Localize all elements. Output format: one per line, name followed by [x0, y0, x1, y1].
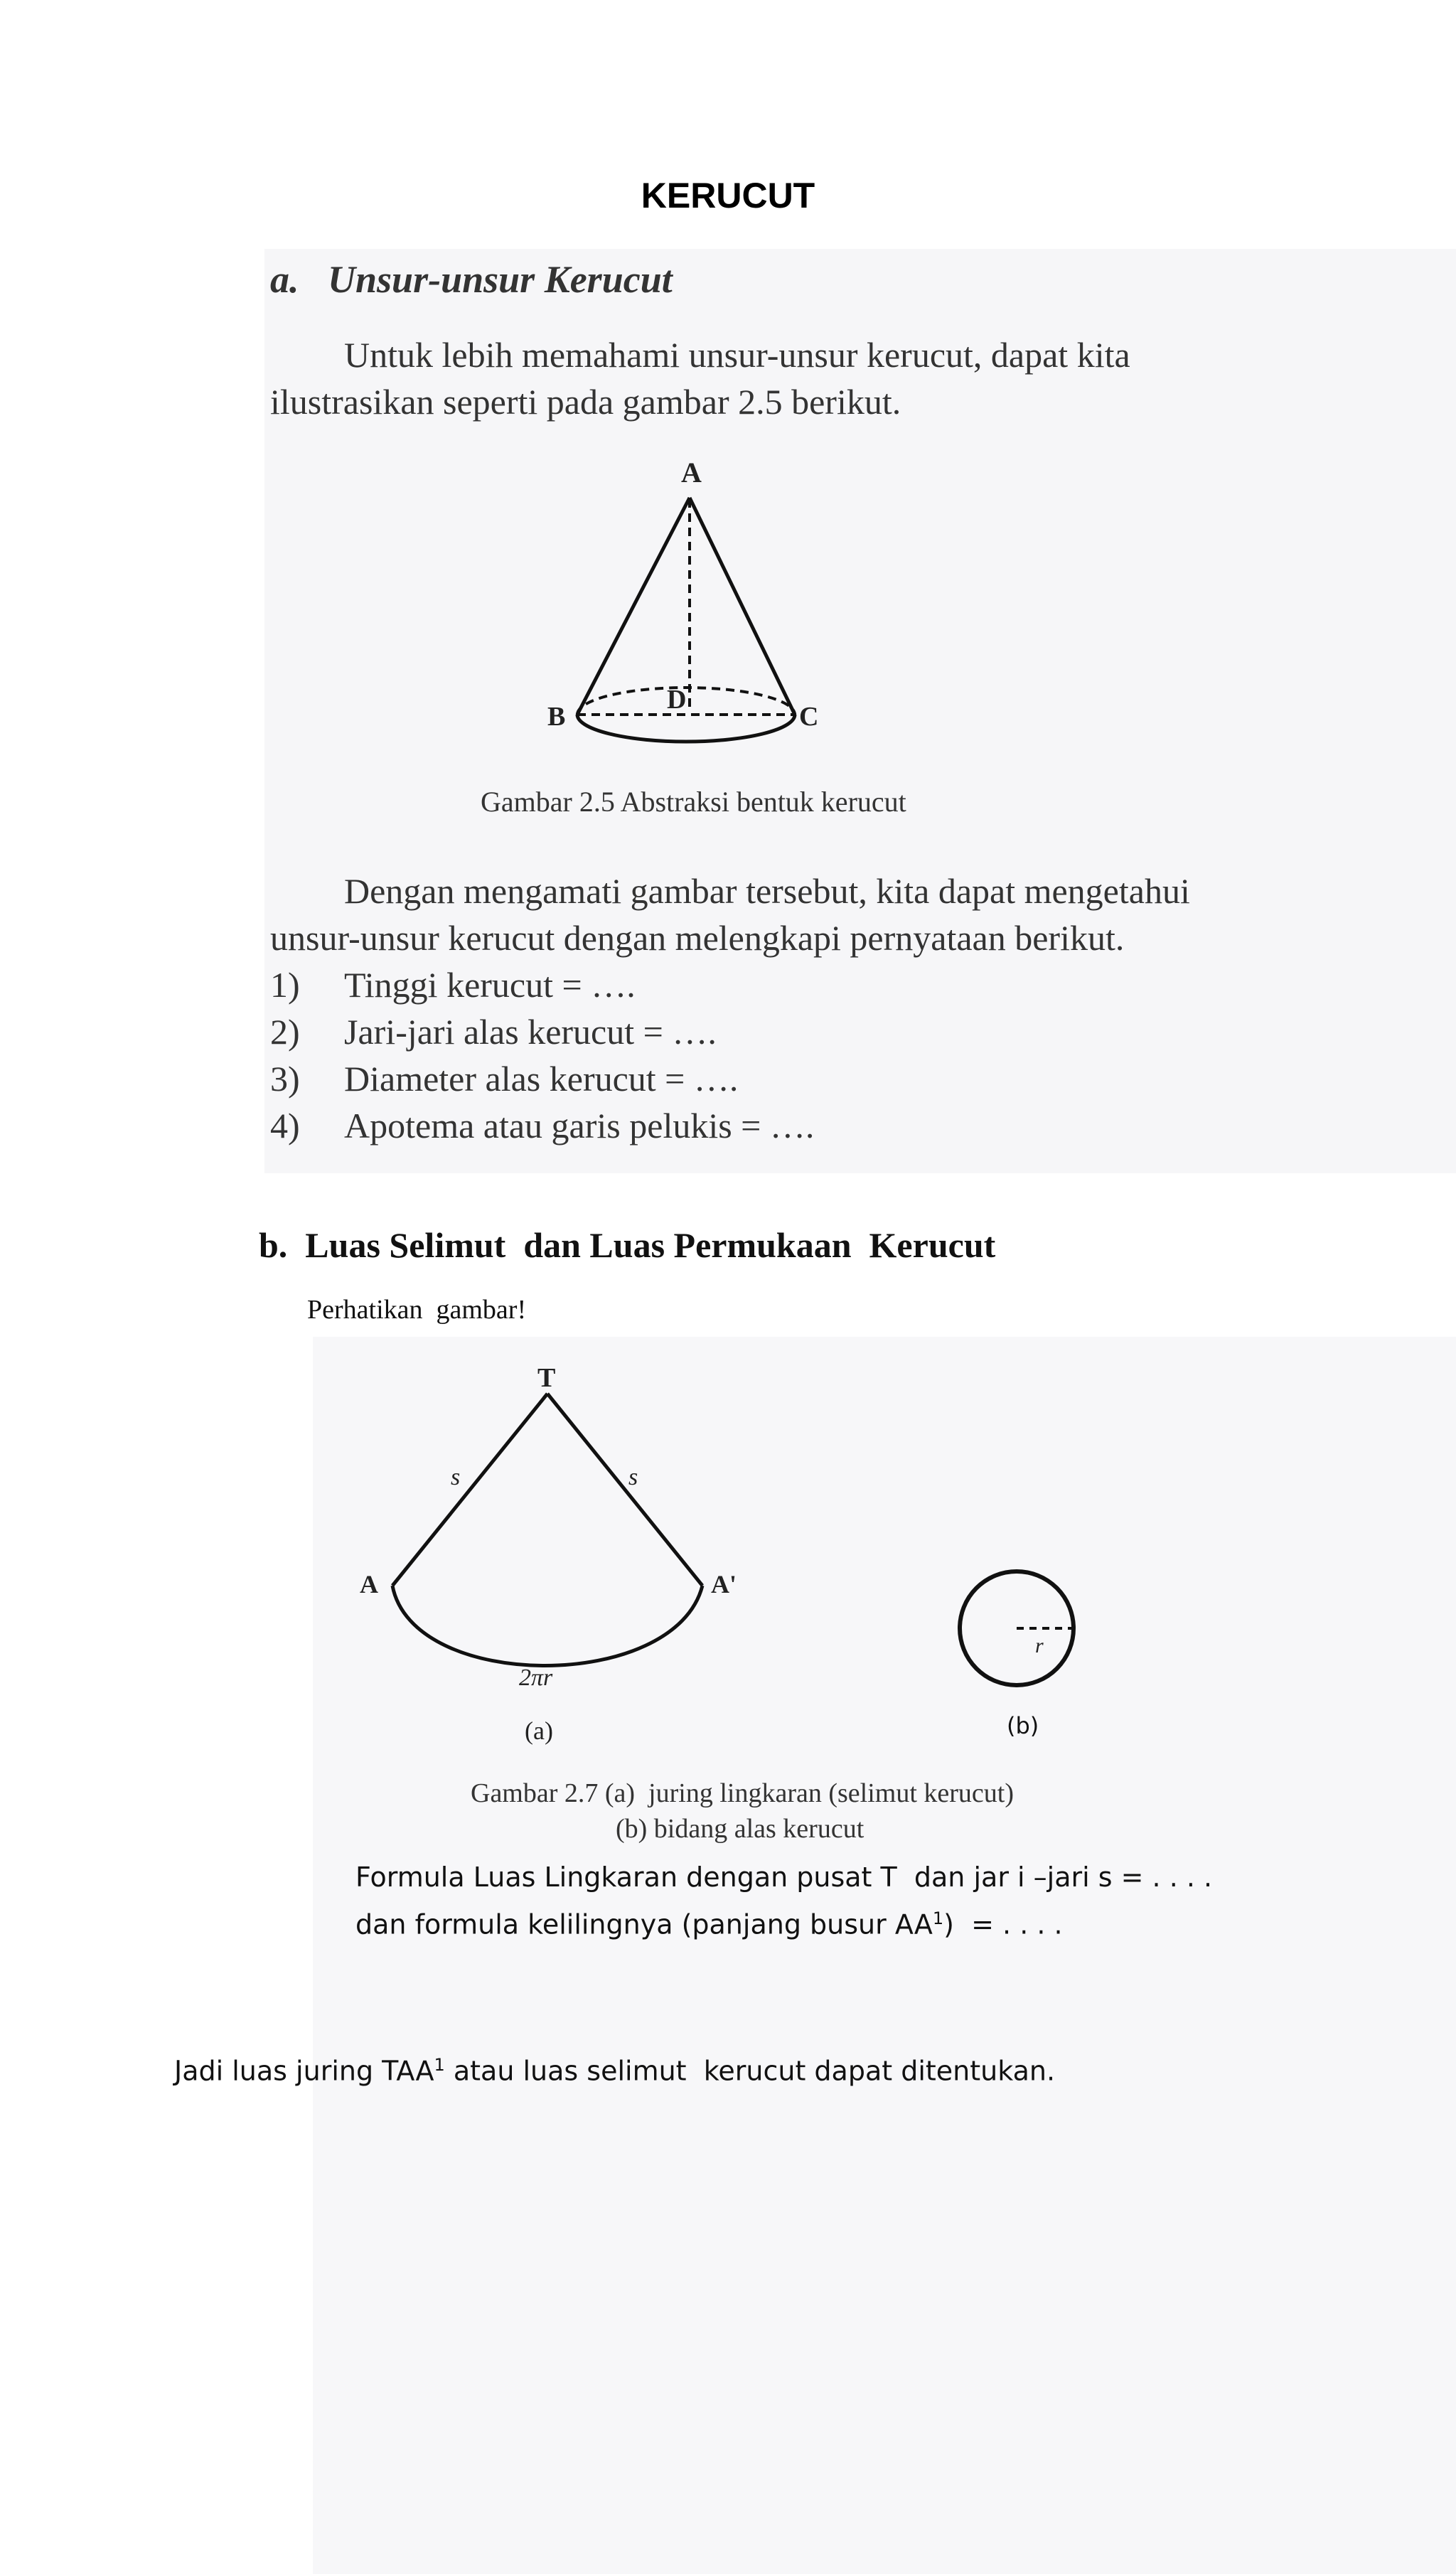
figure-2-5-caption: Gambar 2.5 Abstraksi bentuk kerucut — [481, 786, 906, 818]
conclusion-text — [174, 2055, 1055, 2087]
cone-figure — [526, 455, 853, 761]
list-item-number: 4) — [270, 1106, 300, 1146]
formula-line-2-sup: 1 — [932, 1908, 944, 1928]
list-item-text: Tinggi kerucut = …. — [344, 965, 636, 1005]
list-item-number: 1) — [270, 965, 300, 1005]
radius-label: r — [1035, 1634, 1044, 1657]
sector-label-a-prime: A' — [711, 1570, 737, 1598]
formula-line-1: Formula Luas Lingkaran dengan pusat T dan jar i –jari s = . . . . — [355, 1862, 1213, 1893]
sector-arc — [392, 1586, 702, 1666]
cone-label-a: A — [681, 456, 702, 488]
cone-label-c: C — [799, 702, 819, 732]
formula-line-2-suffix: ) = . . . . — [943, 1908, 1063, 1940]
figure-2-7-caption-line2: (b) bidang alas kerucut — [616, 1814, 864, 1844]
conclusion-sup: 1 — [434, 2055, 445, 2075]
list-item-text: Jari-jari alas kerucut = …. — [344, 1012, 717, 1052]
cone-label-b: B — [547, 702, 566, 732]
page-title: KERUCUT — [641, 176, 815, 215]
sector-edge-left — [392, 1394, 547, 1586]
sector-arc-label: 2πr — [519, 1665, 553, 1691]
cone-edge-right — [690, 498, 795, 715]
list-item-number: 2) — [270, 1012, 300, 1052]
section-a-intro — [270, 331, 1201, 425]
cone-edge-left — [577, 498, 690, 715]
list-item — [270, 961, 814, 1008]
list-item — [270, 1055, 814, 1102]
cone-label-d: D — [667, 685, 687, 715]
formula-line-2 — [355, 1908, 1063, 1940]
sector-label-s-right: s — [628, 1464, 638, 1490]
conclusion-suffix: atau luas selimut kerucut dapat ditentukan. — [444, 2055, 1056, 2087]
section-a-observe-text: Dengan mengamati gambar tersebut, kita dapat mengetahui unsur-unsur kerucut dengan melengkapi pernyataan berikut. — [270, 871, 1190, 958]
list-item-text: Apotema atau garis pelukis = …. — [344, 1106, 815, 1146]
sector-figure — [341, 1351, 782, 1745]
list-item — [270, 1008, 814, 1055]
list-item-number: 3) — [270, 1059, 300, 1099]
conclusion-prefix: Jadi luas juring TAA — [174, 2055, 434, 2087]
sector-label-t: T — [537, 1363, 556, 1393]
cone-base-front — [577, 715, 795, 742]
list-item-text: Diameter alas kerucut = …. — [344, 1059, 739, 1099]
part-b-label: (b) — [1007, 1712, 1039, 1739]
section-b-instruction: Perhatikan gambar! — [307, 1295, 527, 1325]
sector-label-a: A — [360, 1570, 378, 1598]
list-item — [270, 1102, 814, 1149]
section-a-heading: a. Unsur-unsur Kerucut — [270, 258, 673, 301]
section-a-intro-text: Untuk lebih memahami unsur-unsur kerucut, dapat kita ilustrasikan seperti pada gambar 2.5 berikut. — [270, 335, 1130, 422]
statement-list — [270, 961, 814, 1149]
sector-label-s-left: s — [451, 1464, 461, 1490]
figure-2-7-caption-line1: Gambar 2.7 (a) juring lingkaran (selimut kerucut) — [471, 1778, 1014, 1808]
section-b-heading: b. Luas Selimut dan Luas Permukaan Kerucut — [259, 1225, 996, 1265]
base-circle-figure — [946, 1557, 1088, 1699]
formula-line-2-prefix: dan formula kelilingnya (panjang busur AA — [355, 1908, 933, 1940]
sector-edge-right — [547, 1394, 702, 1586]
part-a-label: (a) — [525, 1716, 553, 1745]
section-a-observe — [270, 867, 1201, 961]
